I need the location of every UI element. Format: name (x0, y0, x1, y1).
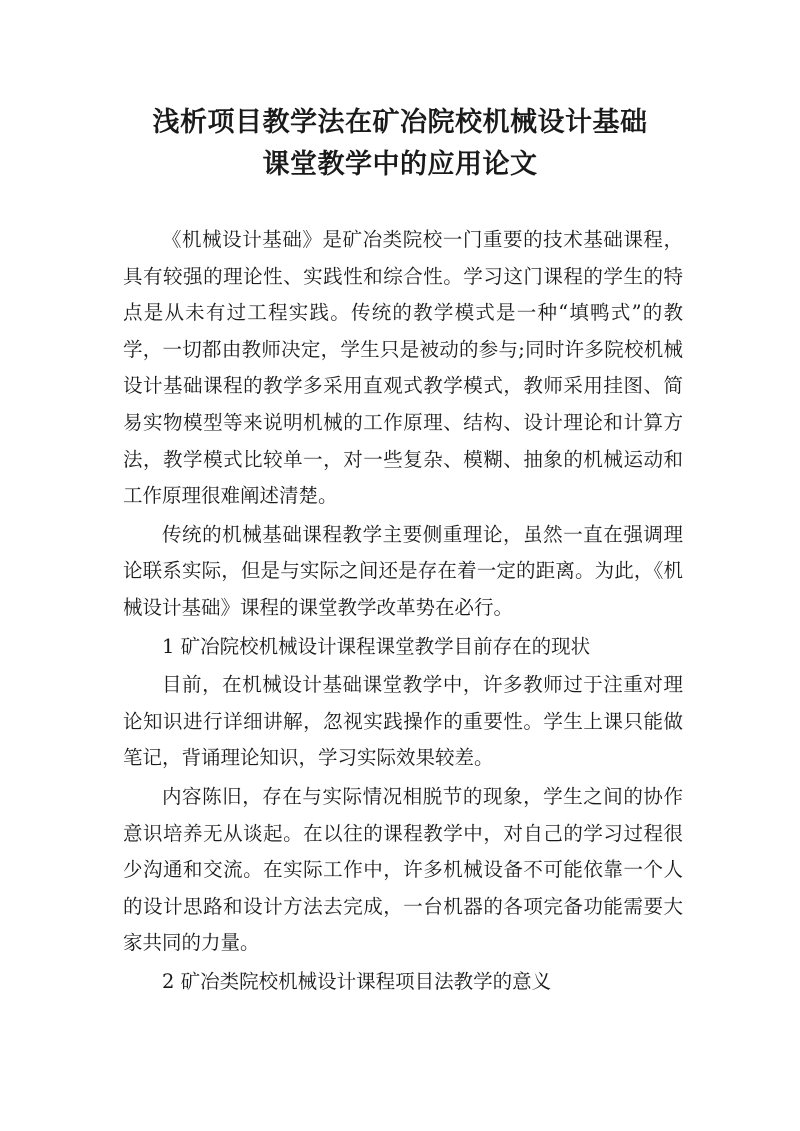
document-body (123, 222, 683, 1002)
paragraph-outdated-content: 内容陈旧，存在与实际情况相脱节的现象，学生之间的协作意识培养无从谈起。在以往的课程教学中，对自己的学习过程很少沟通和交流。在实际工作中，许多机械设备不可能依靠一个人的设计思路和设计方法去完成，一台机器的各项完备功能需要大家共同的力量。 (123, 784, 683, 955)
document-title-line-2: 课堂教学中的应用论文 (262, 149, 538, 180)
section-heading-1: 1 矿冶院校机械设计课程课堂教学目前存在的现状 (162, 634, 591, 658)
section-heading-2: 2 矿冶类院校机械设计课程项目法教学的意义 (162, 969, 552, 993)
paragraph-current-status: 目前，在机械设计基础课堂教学中，许多教师过于注重对理论知识进行详细讲解，忽视实践操作的重要性。学生上课只能做笔记，背诵理论知识，学习实际效果较差。 (123, 673, 683, 770)
paragraph-intro: 《机械设计基础》是矿冶类院校一门重要的技术基础课程，具有较强的理论性、实践性和综合性。学习这门课程的学生的特点是从未有过工程实践。传统的教学模式是一种“填鸭式”的教学，一切都由教师决定，学生只是被动的参与;同时许多院校机械设计基础课程的教学多采用直观式教学模式，教师采用挂图、简易实物模型等来说明机械的工作原理、结构、设计理论和计算方法，教学模式比较单一，对一些复杂、模糊、抽象的机械运动和工作原理很难阐述清楚。 (123, 228, 683, 508)
paragraph-traditional-teaching: 传统的机械基础课程教学主要侧重理论，虽然一直在强调理论联系实际，但是与实际之间还是存在着一定的距离。为此，《机械设计基础》课程的课堂教学改革势在必行。 (123, 522, 683, 619)
document-title-line-1: 浅析项目教学法在矿冶院校机械设计基础 (152, 107, 648, 138)
